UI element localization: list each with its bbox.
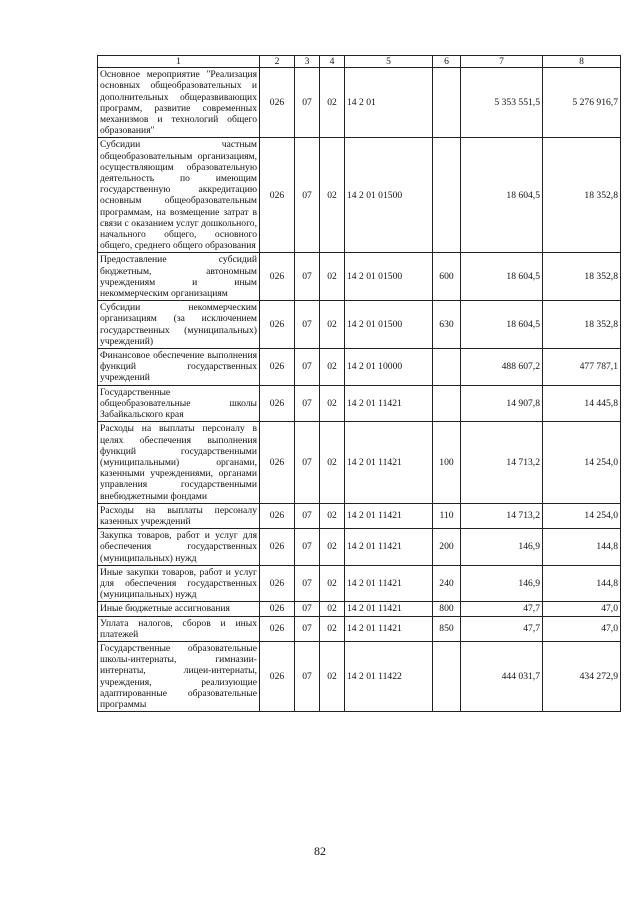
row-sum-1: 488 607,2	[461, 349, 543, 386]
row-subsection: 02	[320, 385, 345, 422]
row-section: 07	[295, 641, 320, 711]
row-expense-type: 100	[433, 422, 461, 503]
row-sum-2: 18 352,8	[543, 301, 621, 349]
row-subsection: 02	[320, 349, 345, 386]
row-subsection: 02	[320, 641, 345, 711]
row-target-code: 14 2 01 10000	[345, 349, 433, 386]
row-admin-code: 026	[260, 253, 295, 301]
row-subsection: 02	[320, 253, 345, 301]
row-sum-2: 47,0	[543, 602, 621, 616]
row-expense-type: 850	[433, 616, 461, 641]
row-admin-code: 026	[260, 138, 295, 253]
row-target-code: 14 2 01 11422	[345, 641, 433, 711]
row-name: Иные закупки товаров, работ и услуг для обеспечения государственных (муниципальных) нужд	[98, 565, 260, 602]
row-subsection: 02	[320, 68, 345, 138]
row-expense-type	[433, 68, 461, 138]
row-target-code: 14 2 01 01500	[345, 253, 433, 301]
row-sum-2: 18 352,8	[543, 138, 621, 253]
row-name: Уплата налогов, сборов и иных платежей	[98, 616, 260, 641]
header-row	[98, 56, 621, 68]
row-expense-type: 240	[433, 565, 461, 602]
row-name: Иные бюджетные ассигнования	[98, 602, 260, 616]
row-admin-code: 026	[260, 602, 295, 616]
row-subsection: 02	[320, 422, 345, 503]
table-row	[98, 565, 621, 602]
table-row	[98, 301, 621, 349]
table-row	[98, 616, 621, 641]
col-header-3: 3	[295, 56, 320, 68]
row-expense-type: 200	[433, 529, 461, 566]
row-section: 07	[295, 253, 320, 301]
row-subsection: 02	[320, 138, 345, 253]
table-row	[98, 422, 621, 503]
row-sum-2: 14 254,0	[543, 503, 621, 528]
row-admin-code: 026	[260, 422, 295, 503]
row-admin-code: 026	[260, 529, 295, 566]
row-target-code: 14 2 01	[345, 68, 433, 138]
table-row	[98, 529, 621, 566]
row-sum-2: 144,8	[543, 565, 621, 602]
row-sum-2: 144,8	[543, 529, 621, 566]
row-sum-1: 18 604,5	[461, 138, 543, 253]
row-subsection: 02	[320, 565, 345, 602]
row-name: Закупка товаров, работ и услуг для обеспечения государственных (муниципальных) нужд	[98, 529, 260, 566]
row-sum-2: 47,0	[543, 616, 621, 641]
row-target-code: 14 2 01 01500	[345, 301, 433, 349]
row-target-code: 14 2 01 11421	[345, 565, 433, 602]
row-sum-1: 18 604,5	[461, 301, 543, 349]
row-target-code: 14 2 01 11421	[345, 602, 433, 616]
row-name: Основное мероприятие "Реализация основных общеобразовательных и дополнительных общеразвивающих программ, развитие современных механизмов и технологий общего образования"	[98, 68, 260, 138]
row-expense-type	[433, 385, 461, 422]
row-section: 07	[295, 138, 320, 253]
row-sum-1: 14 907,8	[461, 385, 543, 422]
table-row	[98, 68, 621, 138]
row-name: Финансовое обеспечение выполнения функций государственных учреждений	[98, 349, 260, 386]
col-header-4: 4	[320, 56, 345, 68]
row-sum-1: 47,7	[461, 602, 543, 616]
row-name: Расходы на выплаты персоналу в целях обеспечения выполнения функций государственными (муниципальными) органами, казенными учреждениями, органами управления государственными внебюджетными фондами	[98, 422, 260, 503]
table-row	[98, 641, 621, 711]
row-target-code: 14 2 01 11421	[345, 422, 433, 503]
row-section: 07	[295, 301, 320, 349]
col-header-7: 7	[461, 56, 543, 68]
row-section: 07	[295, 503, 320, 528]
row-sum-1: 146,9	[461, 565, 543, 602]
row-sum-2: 5 276 916,7	[543, 68, 621, 138]
row-expense-type: 110	[433, 503, 461, 528]
row-expense-type: 800	[433, 602, 461, 616]
row-sum-2: 477 787,1	[543, 349, 621, 386]
row-expense-type: 630	[433, 301, 461, 349]
table-row	[98, 349, 621, 386]
row-sum-1: 47,7	[461, 616, 543, 641]
row-admin-code: 026	[260, 301, 295, 349]
row-sum-2: 18 352,8	[543, 253, 621, 301]
row-sum-1: 14 713,2	[461, 422, 543, 503]
table-row	[98, 602, 621, 616]
row-expense-type	[433, 641, 461, 711]
table-row	[98, 253, 621, 301]
row-subsection: 02	[320, 616, 345, 641]
budget-table	[97, 55, 621, 712]
row-name: Государственные образовательные школы-интернаты, гимназии-интернаты, лицеи-интернаты, учреждения, реализующие адаптированные образовательные программы	[98, 641, 260, 711]
row-sum-1: 5 353 551,5	[461, 68, 543, 138]
row-name: Субсидии некоммерческим организациям (за исключением государственных (муниципальных) учреждений)	[98, 301, 260, 349]
row-sum-1: 18 604,5	[461, 253, 543, 301]
row-target-code: 14 2 01 11421	[345, 385, 433, 422]
row-name: Предоставление субсидий бюджетным, автономным учреждениям и иным некоммерческим организациям	[98, 253, 260, 301]
row-target-code: 14 2 01 01500	[345, 138, 433, 253]
row-section: 07	[295, 68, 320, 138]
col-header-2: 2	[260, 56, 295, 68]
row-target-code: 14 2 01 11421	[345, 529, 433, 566]
row-subsection: 02	[320, 301, 345, 349]
row-sum-1: 444 031,7	[461, 641, 543, 711]
row-sum-2: 14 254,0	[543, 422, 621, 503]
row-name: Государственные общеобразовательные школы Забайкальского края	[98, 385, 260, 422]
row-section: 07	[295, 349, 320, 386]
row-admin-code: 026	[260, 68, 295, 138]
row-section: 07	[295, 565, 320, 602]
row-name: Расходы на выплаты персоналу казенных учреждений	[98, 503, 260, 528]
row-section: 07	[295, 385, 320, 422]
row-sum-1: 146,9	[461, 529, 543, 566]
row-sum-2: 14 445,8	[543, 385, 621, 422]
row-expense-type: 600	[433, 253, 461, 301]
col-header-8: 8	[543, 56, 621, 68]
row-target-code: 14 2 01 11421	[345, 503, 433, 528]
table-row	[98, 385, 621, 422]
col-header-1: 1	[98, 56, 260, 68]
row-name: Субсидии частным общеобразовательным организациям, осуществляющим образовательную деятельность по имеющим государственную аккредитацию основным общеобразовательным программам, на возмещение затрат в связи с оказанием услуг дошкольного, начального общего, основного общего, среднего общего образования	[98, 138, 260, 253]
col-header-5: 5	[345, 56, 433, 68]
table-row	[98, 503, 621, 528]
row-expense-type	[433, 138, 461, 253]
table-row	[98, 138, 621, 253]
row-subsection: 02	[320, 602, 345, 616]
row-sum-1: 14 713,2	[461, 503, 543, 528]
row-expense-type	[433, 349, 461, 386]
row-admin-code: 026	[260, 641, 295, 711]
row-admin-code: 026	[260, 503, 295, 528]
row-admin-code: 026	[260, 385, 295, 422]
row-subsection: 02	[320, 503, 345, 528]
row-section: 07	[295, 422, 320, 503]
row-section: 07	[295, 602, 320, 616]
row-admin-code: 026	[260, 616, 295, 641]
row-section: 07	[295, 616, 320, 641]
col-header-6: 6	[433, 56, 461, 68]
row-sum-2: 434 272,9	[543, 641, 621, 711]
row-section: 07	[295, 529, 320, 566]
page-number: 82	[314, 844, 326, 858]
row-subsection: 02	[320, 529, 345, 566]
row-admin-code: 026	[260, 565, 295, 602]
row-target-code: 14 2 01 11421	[345, 616, 433, 641]
row-admin-code: 026	[260, 349, 295, 386]
